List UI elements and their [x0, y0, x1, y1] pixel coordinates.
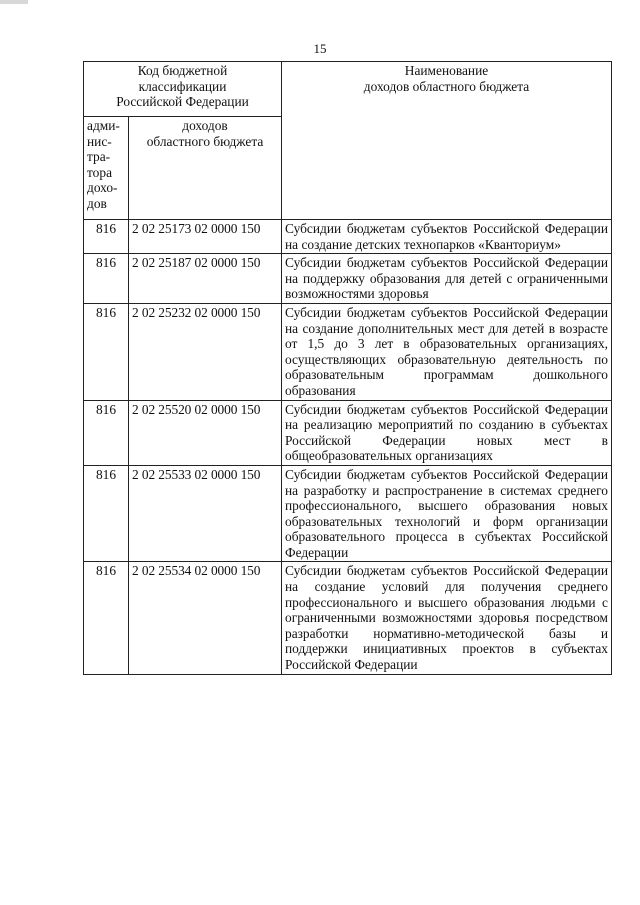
cell-code: 2 02 25520 02 0000 150: [129, 400, 282, 465]
header-revenue-name: Наименование доходов областного бюджета: [282, 62, 612, 220]
cell-admin: 816: [84, 220, 129, 254]
table-row: [84, 303, 612, 400]
cell-admin: 816: [84, 465, 129, 562]
cell-name: Субсидии бюджетам субъектов Российской Федерации на поддержку образования для детей с ограниченными возможностями здоровья: [282, 254, 612, 304]
table-row: [84, 562, 612, 674]
header-row-top: [84, 62, 612, 117]
cell-name: Субсидии бюджетам субъектов Российской Федерации на создание условий для получения среднего профессионального и высшего образования людьми с ограниченными возможностями здоровья посредством разработки нормативно-методической базы и поддержки инициативных проектов в субъектах Российской Федерации: [282, 562, 612, 674]
budget-classification-table: [83, 61, 612, 675]
table-body: [84, 220, 612, 675]
header-administrator: адми- нис- тра- тора дохо- дов: [84, 117, 129, 220]
cell-admin: 816: [84, 303, 129, 400]
table-row: [84, 400, 612, 465]
table-row: [84, 220, 612, 254]
cell-name: Субсидии бюджетам субъектов Российской Федерации на реализацию мероприятий по созданию в субъектах Российской Федерации новых мест в общеобразовательных организациях: [282, 400, 612, 465]
table-row: [84, 465, 612, 562]
table-row: [84, 254, 612, 304]
header-budget-code: Код бюджетной классификации Российской Федерации: [84, 62, 282, 117]
cell-admin: 816: [84, 562, 129, 674]
header-revenue-code: доходов областного бюджета: [129, 117, 282, 220]
cell-name: Субсидии бюджетам субъектов Российской Федерации на разработку и распространение в системах среднего профессионального, высшего образования новых образовательных технологий и форм организации образовательного процесса в субъектах Российской Федерации: [282, 465, 612, 562]
cell-admin: 816: [84, 400, 129, 465]
cell-admin: 816: [84, 254, 129, 304]
table-header: [84, 62, 612, 220]
cell-code: 2 02 25173 02 0000 150: [129, 220, 282, 254]
cell-code: 2 02 25534 02 0000 150: [129, 562, 282, 674]
cell-code: 2 02 25187 02 0000 150: [129, 254, 282, 304]
cell-name: Субсидии бюджетам субъектов Российской Федерации на создание детских технопарков «Кванториум»: [282, 220, 612, 254]
cell-code: 2 02 25232 02 0000 150: [129, 303, 282, 400]
cell-name: Субсидии бюджетам субъектов Российской Федерации на создание дополнительных мест для детей в возрасте от 1,5 до 3 лет в образовательных организациях, осуществляющих образовательную деятельность по образовательным программам дошкольного образования: [282, 303, 612, 400]
page-number: 15: [313, 41, 327, 56]
cell-code: 2 02 25533 02 0000 150: [129, 465, 282, 562]
scan-edge-shadow: [0, 0, 28, 4]
